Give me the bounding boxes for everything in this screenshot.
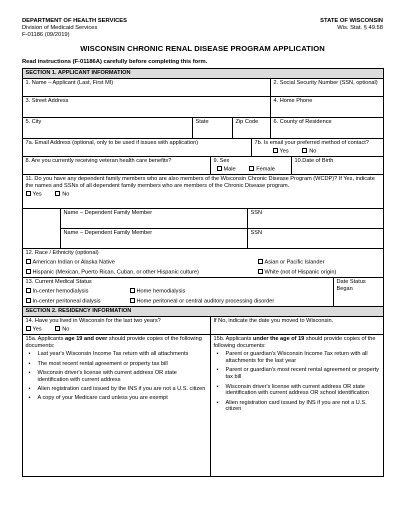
checkbox-icon <box>26 269 31 274</box>
residency-question: 14. Have you lived in Wisconsin for the last two years? <box>25 317 161 324</box>
state-block <box>320 18 383 39</box>
checkbox-icon <box>217 166 222 171</box>
race-asian[interactable] <box>258 259 325 266</box>
race-hispanic-label: Hispanic (Mexican, Puerto Rican, Cuban, or other Hispanic culture) <box>32 269 199 276</box>
dob-field[interactable] <box>292 156 384 174</box>
residency-yes[interactable] <box>26 326 42 333</box>
statute-ref: Wis. Stat. § 49.58 <box>337 25 383 32</box>
state-field[interactable] <box>193 117 233 138</box>
sex-female-label: Female <box>256 166 275 173</box>
checkbox-icon <box>26 326 31 331</box>
email-pref-yes-label: Yes <box>279 148 289 155</box>
list-item: • Parent or guardian's most recent rental agreement or property tax bill <box>214 367 381 381</box>
race-ai-label: American Indian or Alaska Native <box>32 259 115 266</box>
ssn-field[interactable] <box>271 78 384 96</box>
row-documents <box>23 334 384 476</box>
checkbox-icon <box>249 166 254 171</box>
email-label: 7a. Email Address (optional, only to be used if issues with application) <box>25 139 199 146</box>
list-item: • The most recent rental agreement or property tax bill <box>26 361 208 368</box>
dependents-yes[interactable] <box>26 191 42 198</box>
form-table <box>22 68 384 477</box>
residency-no-label: No <box>62 326 70 333</box>
dependent-ssn-field-1[interactable] <box>248 208 384 228</box>
move-date-field[interactable] <box>211 316 384 334</box>
race-cell <box>23 248 384 277</box>
form-title: WISCONSIN CHRONIC RENAL DISEASE PROGRAM APPLICATION <box>80 44 325 54</box>
dependent-ssn-label: SSN <box>250 229 263 236</box>
row-medical-status <box>23 278 384 307</box>
list-item: • Alien registration card issued by the INS if you are not a U.S. citizen <box>26 386 208 393</box>
email-contact-label: 7b. Is email your preferred method of contact? <box>254 139 369 146</box>
checkbox-icon <box>26 288 31 293</box>
race-white-label: White (not of Hispanic origin) <box>264 269 337 276</box>
sex-label: 9. Sex <box>213 157 230 164</box>
dependents-no[interactable] <box>55 191 69 198</box>
row-residency <box>23 316 384 334</box>
ms-center-hemo-label: In-center hemodialysis <box>32 288 89 295</box>
state-name: STATE OF WISCONSIN <box>320 18 383 24</box>
dependents-yes-label: Yes <box>32 191 42 198</box>
email-pref-yes[interactable] <box>273 148 289 155</box>
dependents-question: 11. Do you have any dependent family members who are also members of the Wisconsin Chronic Disease Program (WCDP)? If Yes, indicate the names and SSNs of all dependent family members who are members of the Chronic Disease program. <box>25 175 375 189</box>
row-dependent-2 <box>23 228 384 248</box>
zip-label: Zip Code <box>235 118 259 125</box>
row-dependents <box>23 174 384 208</box>
street-address-field[interactable] <box>23 96 271 117</box>
instructions-note: Read instructions (F-01186A) carefully before completing this form. <box>22 59 208 66</box>
veteran-label: 8. Are you currently receiving veteran health care benefits? <box>25 157 172 164</box>
form-header <box>22 18 383 39</box>
residency-cell <box>23 316 211 334</box>
department-name: DEPARTMENT OF HEALTH SERVICES <box>22 18 127 24</box>
applicant-name-field[interactable] <box>23 78 271 96</box>
checkbox-icon <box>55 191 60 196</box>
dependent-name-label: Name – Dependent Family Member <box>63 209 153 216</box>
ms-center-perit-label: In-center peritoneal dialysis <box>32 298 101 305</box>
list-item: • Wisconsin driver's license with current address OR state identification with current address OR school identification <box>214 384 381 398</box>
medical-status-label: 13. Current Medical Status <box>25 279 92 286</box>
status-began-label: Date Status Began <box>336 279 366 292</box>
dob-label: 10.Date of Birth <box>294 157 334 164</box>
home-phone-label: 4. Home Phone <box>273 97 313 104</box>
checkbox-icon <box>273 148 278 153</box>
ms-home-hemo-label: Home hemodialysis <box>136 288 186 295</box>
race-hispanic[interactable] <box>26 269 258 276</box>
sex-male-label: Male <box>223 166 236 173</box>
email-contact-cell <box>252 138 384 156</box>
agency-block <box>22 18 127 39</box>
ms-home-perit-label: Home peritoneal or central auditory processing disorder <box>136 298 275 305</box>
ms-home-hemo[interactable] <box>130 288 186 295</box>
section1-heading: SECTION 1. APPLICANT INFORMATION <box>23 69 384 79</box>
row-dependent-1 <box>23 208 384 228</box>
medical-status-cell <box>23 278 334 307</box>
ms-center-hemo[interactable] <box>26 288 130 295</box>
move-date-label: If No, indicate the date you moved to Wisconsin. <box>213 317 334 324</box>
docs-19-over-intro: 15a. Applicants age 19 and over should provide copies of the following documents: <box>25 335 202 349</box>
email-pref-no-label: No <box>309 148 317 155</box>
row-race <box>23 248 384 277</box>
email-pref-no[interactable] <box>302 148 316 155</box>
checkbox-icon <box>258 259 263 264</box>
docs-19-over-list <box>26 351 208 402</box>
dependents-question-cell <box>23 174 384 208</box>
county-label: 6. County of Residence <box>273 118 332 125</box>
list-item: • Last year's Wisconsin Income Tax return with all attachments <box>26 351 208 358</box>
row-street-phone <box>23 96 384 117</box>
checkbox-icon <box>26 259 31 264</box>
row-email <box>23 138 384 156</box>
home-phone-field[interactable] <box>271 96 384 117</box>
section2-heading: SECTION 2. RESIDENCY INFORMATION <box>23 307 384 317</box>
sex-cell <box>211 156 292 174</box>
division-name: Division of Medicaid Services <box>22 25 98 32</box>
list-item: • Alien registration card issued by INS if you are not a U.S. citizen <box>214 400 381 414</box>
race-white[interactable] <box>258 269 337 276</box>
list-item: • Wisconsin driver's license with current address OR state identification with current address <box>26 370 208 384</box>
checkbox-icon <box>130 288 135 293</box>
checkbox-icon <box>302 148 307 153</box>
status-began-field[interactable] <box>334 278 384 307</box>
applicant-name-label: 1. Name – Applicant (Last, First MI) <box>25 79 114 86</box>
docs-under-19-cell <box>211 334 384 476</box>
race-ai[interactable] <box>26 259 258 266</box>
dependent-name-field-2[interactable] <box>61 228 248 248</box>
row-name-ssn <box>23 78 384 96</box>
residency-yes-label: Yes <box>32 326 42 333</box>
sex-male[interactable] <box>217 166 236 173</box>
sex-female[interactable] <box>249 166 275 173</box>
docs-19-over-cell <box>23 334 211 476</box>
dependents-no-label: No <box>62 191 70 198</box>
ms-home-perit[interactable] <box>130 298 275 305</box>
email-field[interactable] <box>23 138 252 156</box>
section2-header-row <box>23 307 384 317</box>
dependent-name-label: Name – Dependent Family Member <box>63 229 153 236</box>
form-number: F-01186 (09/2019) <box>22 32 70 39</box>
section1-header-row <box>23 69 384 79</box>
zip-field[interactable] <box>233 117 271 138</box>
city-label: 5. City <box>25 118 42 125</box>
list-item: • Parent or guardian's Wisconsin Income Tax return with all attachments for the last year <box>214 351 381 365</box>
ssn-label: 2. Social Security Number (SSN, optional) <box>273 79 378 86</box>
race-label: 12. Race / Ethnicity (optional) <box>25 249 99 256</box>
state-label: State <box>195 118 209 125</box>
docs-under-19-list <box>214 351 381 413</box>
checkbox-icon <box>26 191 31 196</box>
dependent-ssn-field-2[interactable] <box>248 228 384 248</box>
veteran-field[interactable] <box>23 156 211 174</box>
race-asian-label: Asian or Pacific Islander <box>264 259 325 266</box>
docs-under-19-intro: 15b. Applicants under the age of 19 should provide copies of the following documents: <box>213 335 376 349</box>
street-address-label: 3. Street Address <box>25 97 69 104</box>
dependent-ssn-label: SSN <box>250 209 263 216</box>
checkbox-icon <box>258 269 263 274</box>
row-city <box>23 117 384 138</box>
list-item: • A copy of your Medicare card unless you are exempt <box>26 395 208 402</box>
row-veteran <box>23 156 384 174</box>
city-field[interactable] <box>23 117 193 138</box>
ms-center-perit[interactable] <box>26 298 130 305</box>
county-field[interactable] <box>271 117 384 138</box>
residency-no[interactable] <box>55 326 69 333</box>
checkbox-icon <box>130 298 135 303</box>
checkbox-icon <box>55 326 60 331</box>
dependent-name-field-1[interactable] <box>61 208 248 228</box>
checkbox-icon <box>26 298 31 303</box>
